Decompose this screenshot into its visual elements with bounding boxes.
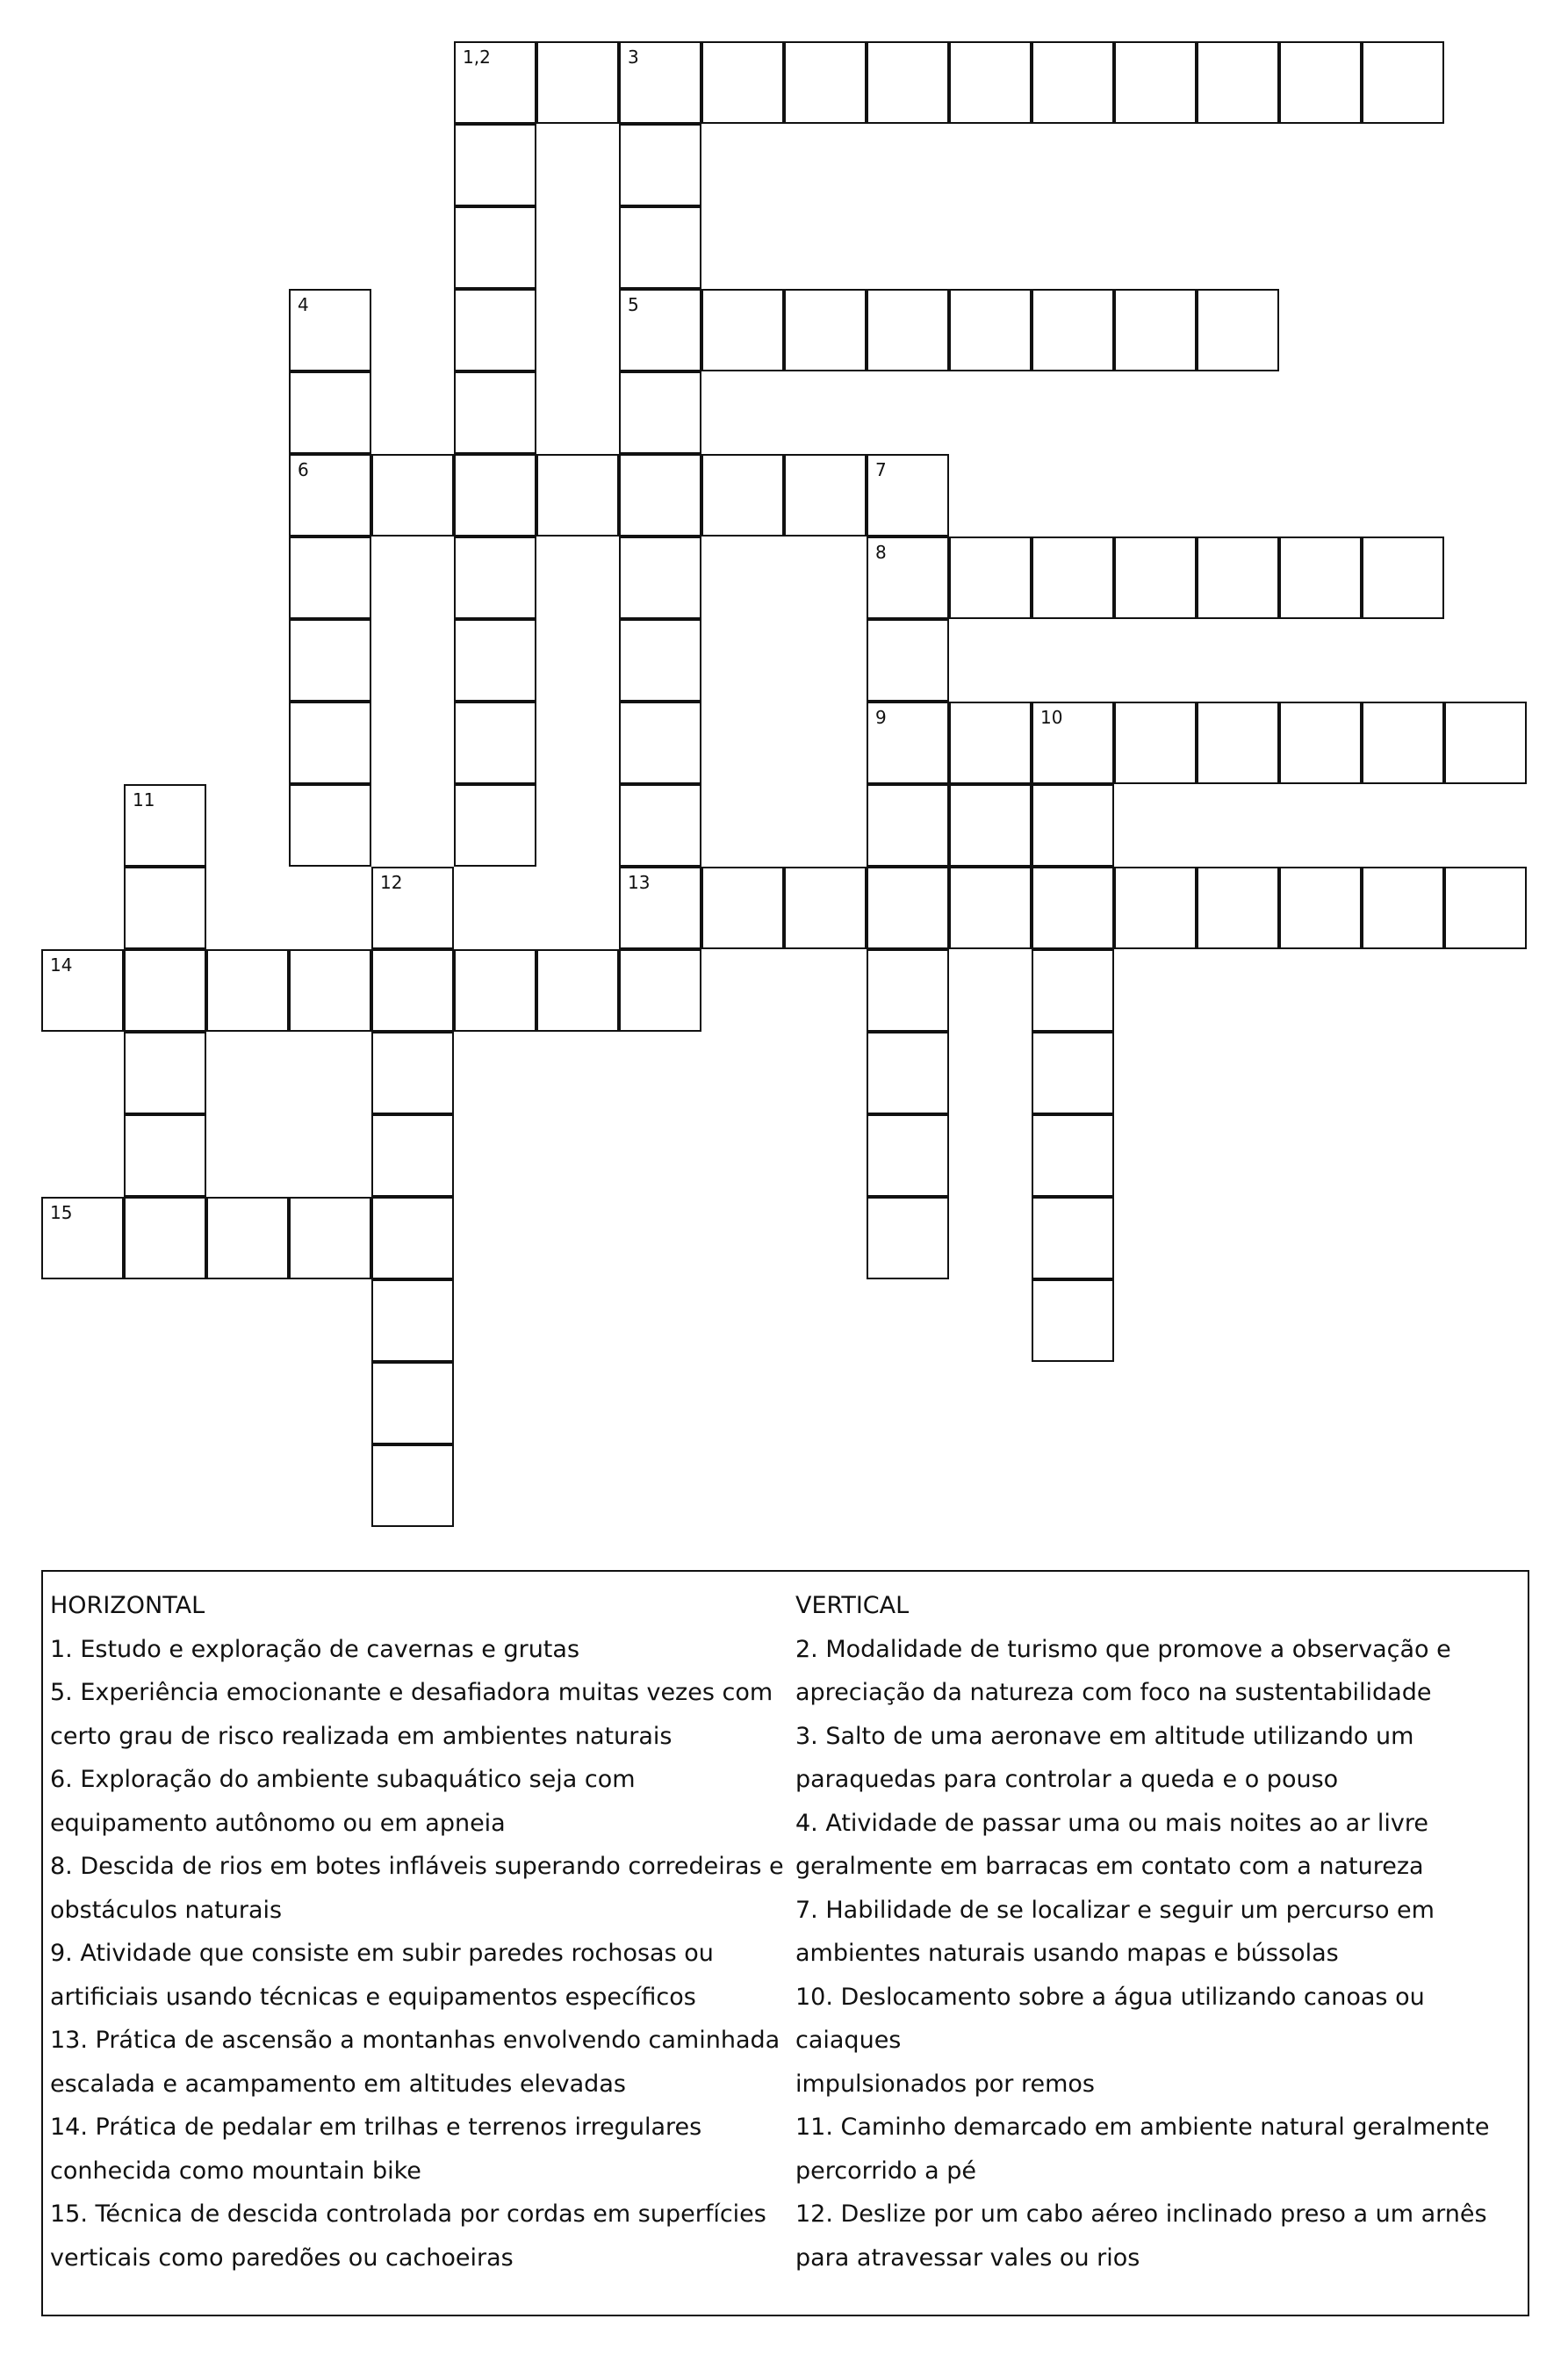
crossword-cell[interactable]: [124, 1197, 206, 1279]
crossword-cell[interactable]: [124, 784, 206, 867]
clue-number: 14: [50, 954, 73, 976]
crossword-cell[interactable]: [371, 867, 454, 949]
crossword-cell[interactable]: [867, 1114, 949, 1197]
crossword-cell[interactable]: [949, 702, 1032, 784]
crossword-cell[interactable]: [784, 454, 867, 537]
crossword-cell[interactable]: [1444, 702, 1527, 784]
clue-number: 4: [298, 294, 309, 315]
crossword-cell[interactable]: [1197, 867, 1279, 949]
clue-line: 14. Prática de pedalar em trilhas e terrenos irregulares: [50, 2114, 702, 2141]
clues-box: [41, 1570, 1529, 2316]
clue-line: obstáculos naturais: [50, 1896, 283, 1924]
crossword-cell[interactable]: [1279, 537, 1362, 619]
crossword-cell[interactable]: [1362, 41, 1444, 124]
clue-number: 8: [875, 542, 887, 563]
crossword-cell[interactable]: [867, 949, 949, 1032]
crossword-cell[interactable]: [454, 41, 536, 124]
crossword-cell[interactable]: [867, 619, 949, 702]
crossword-cell[interactable]: [1032, 1114, 1114, 1197]
crossword-cell[interactable]: [867, 867, 949, 949]
clue-line: apreciação da natureza com foco na sustentabilidade: [795, 1679, 1432, 1706]
crossword-cell[interactable]: [949, 537, 1032, 619]
clue-line: 8. Descida de rios em botes infláveis superando corredeiras e: [50, 1853, 784, 1880]
clue-line: artificiais usando técnicas e equipamentos específicos: [50, 1983, 696, 2011]
crossword-cell[interactable]: [1032, 289, 1114, 371]
crossword-cell[interactable]: [124, 1032, 206, 1114]
crossword-cell[interactable]: [1197, 289, 1279, 371]
crossword-cell[interactable]: [619, 41, 701, 124]
crossword-cell[interactable]: [1032, 949, 1114, 1032]
clue-line: 10. Deslocamento sobre a água utilizando canoas ou caiaques: [795, 1983, 1425, 2054]
clue-number: 7: [875, 459, 887, 480]
crossword-cell[interactable]: [41, 949, 124, 1032]
clue-line: 1. Estudo e exploração de cavernas e grutas: [50, 1635, 580, 1663]
crossword-cell[interactable]: [1114, 289, 1197, 371]
clue-line: 9. Atividade que consiste em subir paredes rochosas ou: [50, 1940, 714, 1967]
clue-line: certo grau de risco realizada em ambientes naturais: [50, 1722, 673, 1750]
crossword-cell[interactable]: [619, 454, 701, 537]
crossword-cell[interactable]: [1032, 702, 1114, 784]
clue-number: 13: [628, 872, 651, 893]
crossword-cell[interactable]: [867, 537, 949, 619]
crossword-cell[interactable]: [619, 867, 701, 949]
crossword-cell[interactable]: [371, 1114, 454, 1197]
crossword-cell[interactable]: [289, 784, 371, 867]
crossword-cell[interactable]: [949, 867, 1032, 949]
vertical-title: VERTICAL: [795, 1592, 910, 1619]
crossword-cell[interactable]: [289, 949, 371, 1032]
crossword-cell[interactable]: [619, 289, 701, 371]
crossword-cell[interactable]: [1032, 537, 1114, 619]
crossword-cell[interactable]: [454, 371, 536, 454]
crossword-cell[interactable]: [41, 1197, 124, 1279]
crossword-cell[interactable]: [1279, 41, 1362, 124]
clue-number: 5: [628, 294, 639, 315]
crossword-cell[interactable]: [619, 949, 701, 1032]
crossword-cell[interactable]: [949, 784, 1032, 867]
crossword-cell[interactable]: [371, 1197, 454, 1279]
crossword-cell[interactable]: [289, 289, 371, 371]
crossword-cell[interactable]: [1114, 867, 1197, 949]
clue-line: equipamento autônomo ou em apneia: [50, 1809, 506, 1837]
crossword-cell[interactable]: [454, 702, 536, 784]
crossword-cell[interactable]: [701, 289, 784, 371]
crossword-cell[interactable]: [124, 949, 206, 1032]
crossword-cell[interactable]: [536, 454, 619, 537]
clue-line: para atravessar vales ou rios: [795, 2243, 1140, 2272]
clue-number: 6: [298, 459, 309, 480]
crossword-cell[interactable]: [454, 454, 536, 537]
clue-line: 15. Técnica de descida controlada por cordas em superfícies: [50, 2200, 766, 2228]
crossword-cell[interactable]: [1362, 702, 1444, 784]
crossword-cell[interactable]: [371, 1444, 454, 1527]
crossword-cell[interactable]: [289, 702, 371, 784]
crossword-cell[interactable]: [701, 41, 784, 124]
vertical-clues: [795, 1584, 1526, 2279]
crossword-cell[interactable]: [619, 371, 701, 454]
crossword-cell[interactable]: [371, 949, 454, 1032]
crossword-cell[interactable]: [206, 949, 289, 1032]
crossword-cell[interactable]: [454, 784, 536, 867]
crossword-cell[interactable]: [867, 784, 949, 867]
crossword-cell[interactable]: [371, 1032, 454, 1114]
crossword-cell[interactable]: [867, 454, 949, 537]
crossword-cell[interactable]: [619, 124, 701, 206]
crossword-cell[interactable]: [371, 1279, 454, 1362]
clue-line: escalada e acampamento em altitudes elevadas: [50, 2070, 626, 2098]
crossword-cell[interactable]: [289, 1197, 371, 1279]
crossword-cell[interactable]: [784, 41, 867, 124]
crossword-cell[interactable]: [1444, 867, 1527, 949]
crossword-cell[interactable]: [1032, 1197, 1114, 1279]
crossword-cell[interactable]: [536, 41, 619, 124]
crossword-cell[interactable]: [867, 702, 949, 784]
crossword-cell[interactable]: [1032, 1032, 1114, 1114]
crossword-cell[interactable]: [206, 1197, 289, 1279]
crossword-cell[interactable]: [867, 41, 949, 124]
crossword-cell[interactable]: [619, 702, 701, 784]
crossword-cell[interactable]: [619, 784, 701, 867]
clue-line: 11. Caminho demarcado em ambiente natural geralmente: [795, 2114, 1490, 2141]
crossword-cell[interactable]: [289, 371, 371, 454]
crossword-cell[interactable]: [1362, 537, 1444, 619]
clue-line: 6. Exploração do ambiente subaquático seja com: [50, 1766, 636, 1793]
crossword-cell[interactable]: [1032, 784, 1114, 867]
crossword-cell[interactable]: [619, 206, 701, 289]
crossword-cell[interactable]: [371, 1362, 454, 1444]
crossword-cell[interactable]: [1197, 537, 1279, 619]
crossword-cell[interactable]: [1114, 41, 1197, 124]
crossword-cell[interactable]: [619, 537, 701, 619]
clue-line: verticais como paredões ou cachoeiras: [50, 2243, 514, 2272]
clue-line: impulsionados por remos: [795, 2070, 1095, 2098]
clue-line: ambientes naturais usando mapas e bússolas: [795, 1940, 1339, 1967]
crossword-cell[interactable]: [371, 454, 454, 537]
crossword-cell[interactable]: [536, 949, 619, 1032]
crossword-cell[interactable]: [454, 124, 536, 206]
clue-line: 3. Salto de uma aeronave em altitude utilizando um: [795, 1722, 1414, 1750]
clue-number: 12: [380, 872, 403, 893]
crossword-cell[interactable]: [1032, 41, 1114, 124]
crossword-cell[interactable]: [867, 1032, 949, 1114]
crossword-cell[interactable]: [701, 867, 784, 949]
clue-number: 9: [875, 707, 887, 728]
clue-number: 15: [50, 1202, 73, 1223]
crossword-cell[interactable]: [1197, 702, 1279, 784]
horizontal-title: HORIZONTAL: [50, 1592, 205, 1619]
crossword-cell[interactable]: [454, 289, 536, 371]
crossword-cell[interactable]: [784, 867, 867, 949]
clue-line: 2. Modalidade de turismo que promove a observação e: [795, 1635, 1451, 1663]
crossword-cell[interactable]: [124, 1114, 206, 1197]
crossword-cell[interactable]: [289, 619, 371, 702]
clue-line: 5. Experiência emocionante e desafiadora muitas vezes com: [50, 1679, 773, 1706]
clue-line: 7. Habilidade de se localizar e seguir um percurso em: [795, 1896, 1435, 1924]
crossword-cell[interactable]: [701, 454, 784, 537]
crossword-cell[interactable]: [1197, 41, 1279, 124]
clue-line: conhecida como mountain bike: [50, 2157, 421, 2185]
horizontal-clues: [50, 1584, 788, 2279]
clue-number: 1,2: [463, 47, 491, 68]
crossword-cell[interactable]: [1032, 867, 1114, 949]
crossword-cell[interactable]: [454, 537, 536, 619]
crossword-cell[interactable]: [1279, 702, 1362, 784]
crossword-cell[interactable]: [1279, 867, 1362, 949]
crossword-cell[interactable]: [1114, 537, 1197, 619]
clue-line: 13. Prática de ascensão a montanhas envolvendo caminhada: [50, 2027, 780, 2054]
clue-line: percorrido a pé: [795, 2157, 976, 2185]
crossword-cell[interactable]: [289, 454, 371, 537]
crossword-cell[interactable]: [1032, 1279, 1114, 1362]
crossword-cell[interactable]: [949, 41, 1032, 124]
clue-line: 12. Deslize por um cabo aéreo inclinado preso a um arnês: [795, 2200, 1487, 2228]
crossword-cell[interactable]: [454, 949, 536, 1032]
clue-number: 3: [628, 47, 639, 68]
clue-line: geralmente em barracas em contato com a natureza: [795, 1853, 1424, 1880]
crossword-cell[interactable]: [1114, 702, 1197, 784]
clue-line: 4. Atividade de passar uma ou mais noites ao ar livre: [795, 1809, 1429, 1837]
crossword-cell[interactable]: [949, 289, 1032, 371]
crossword-cell[interactable]: [454, 619, 536, 702]
crossword-cell[interactable]: [619, 619, 701, 702]
crossword-cell[interactable]: [124, 867, 206, 949]
crossword-cell[interactable]: [289, 537, 371, 619]
crossword-cell[interactable]: [784, 289, 867, 371]
crossword-cell[interactable]: [867, 1197, 949, 1279]
clue-number: 11: [133, 789, 155, 810]
crossword-cell[interactable]: [1362, 867, 1444, 949]
clue-number: 10: [1040, 707, 1063, 728]
crossword-cell[interactable]: [454, 206, 536, 289]
clue-line: paraquedas para controlar a queda e o pouso: [795, 1766, 1339, 1793]
crossword-cell[interactable]: [867, 289, 949, 371]
